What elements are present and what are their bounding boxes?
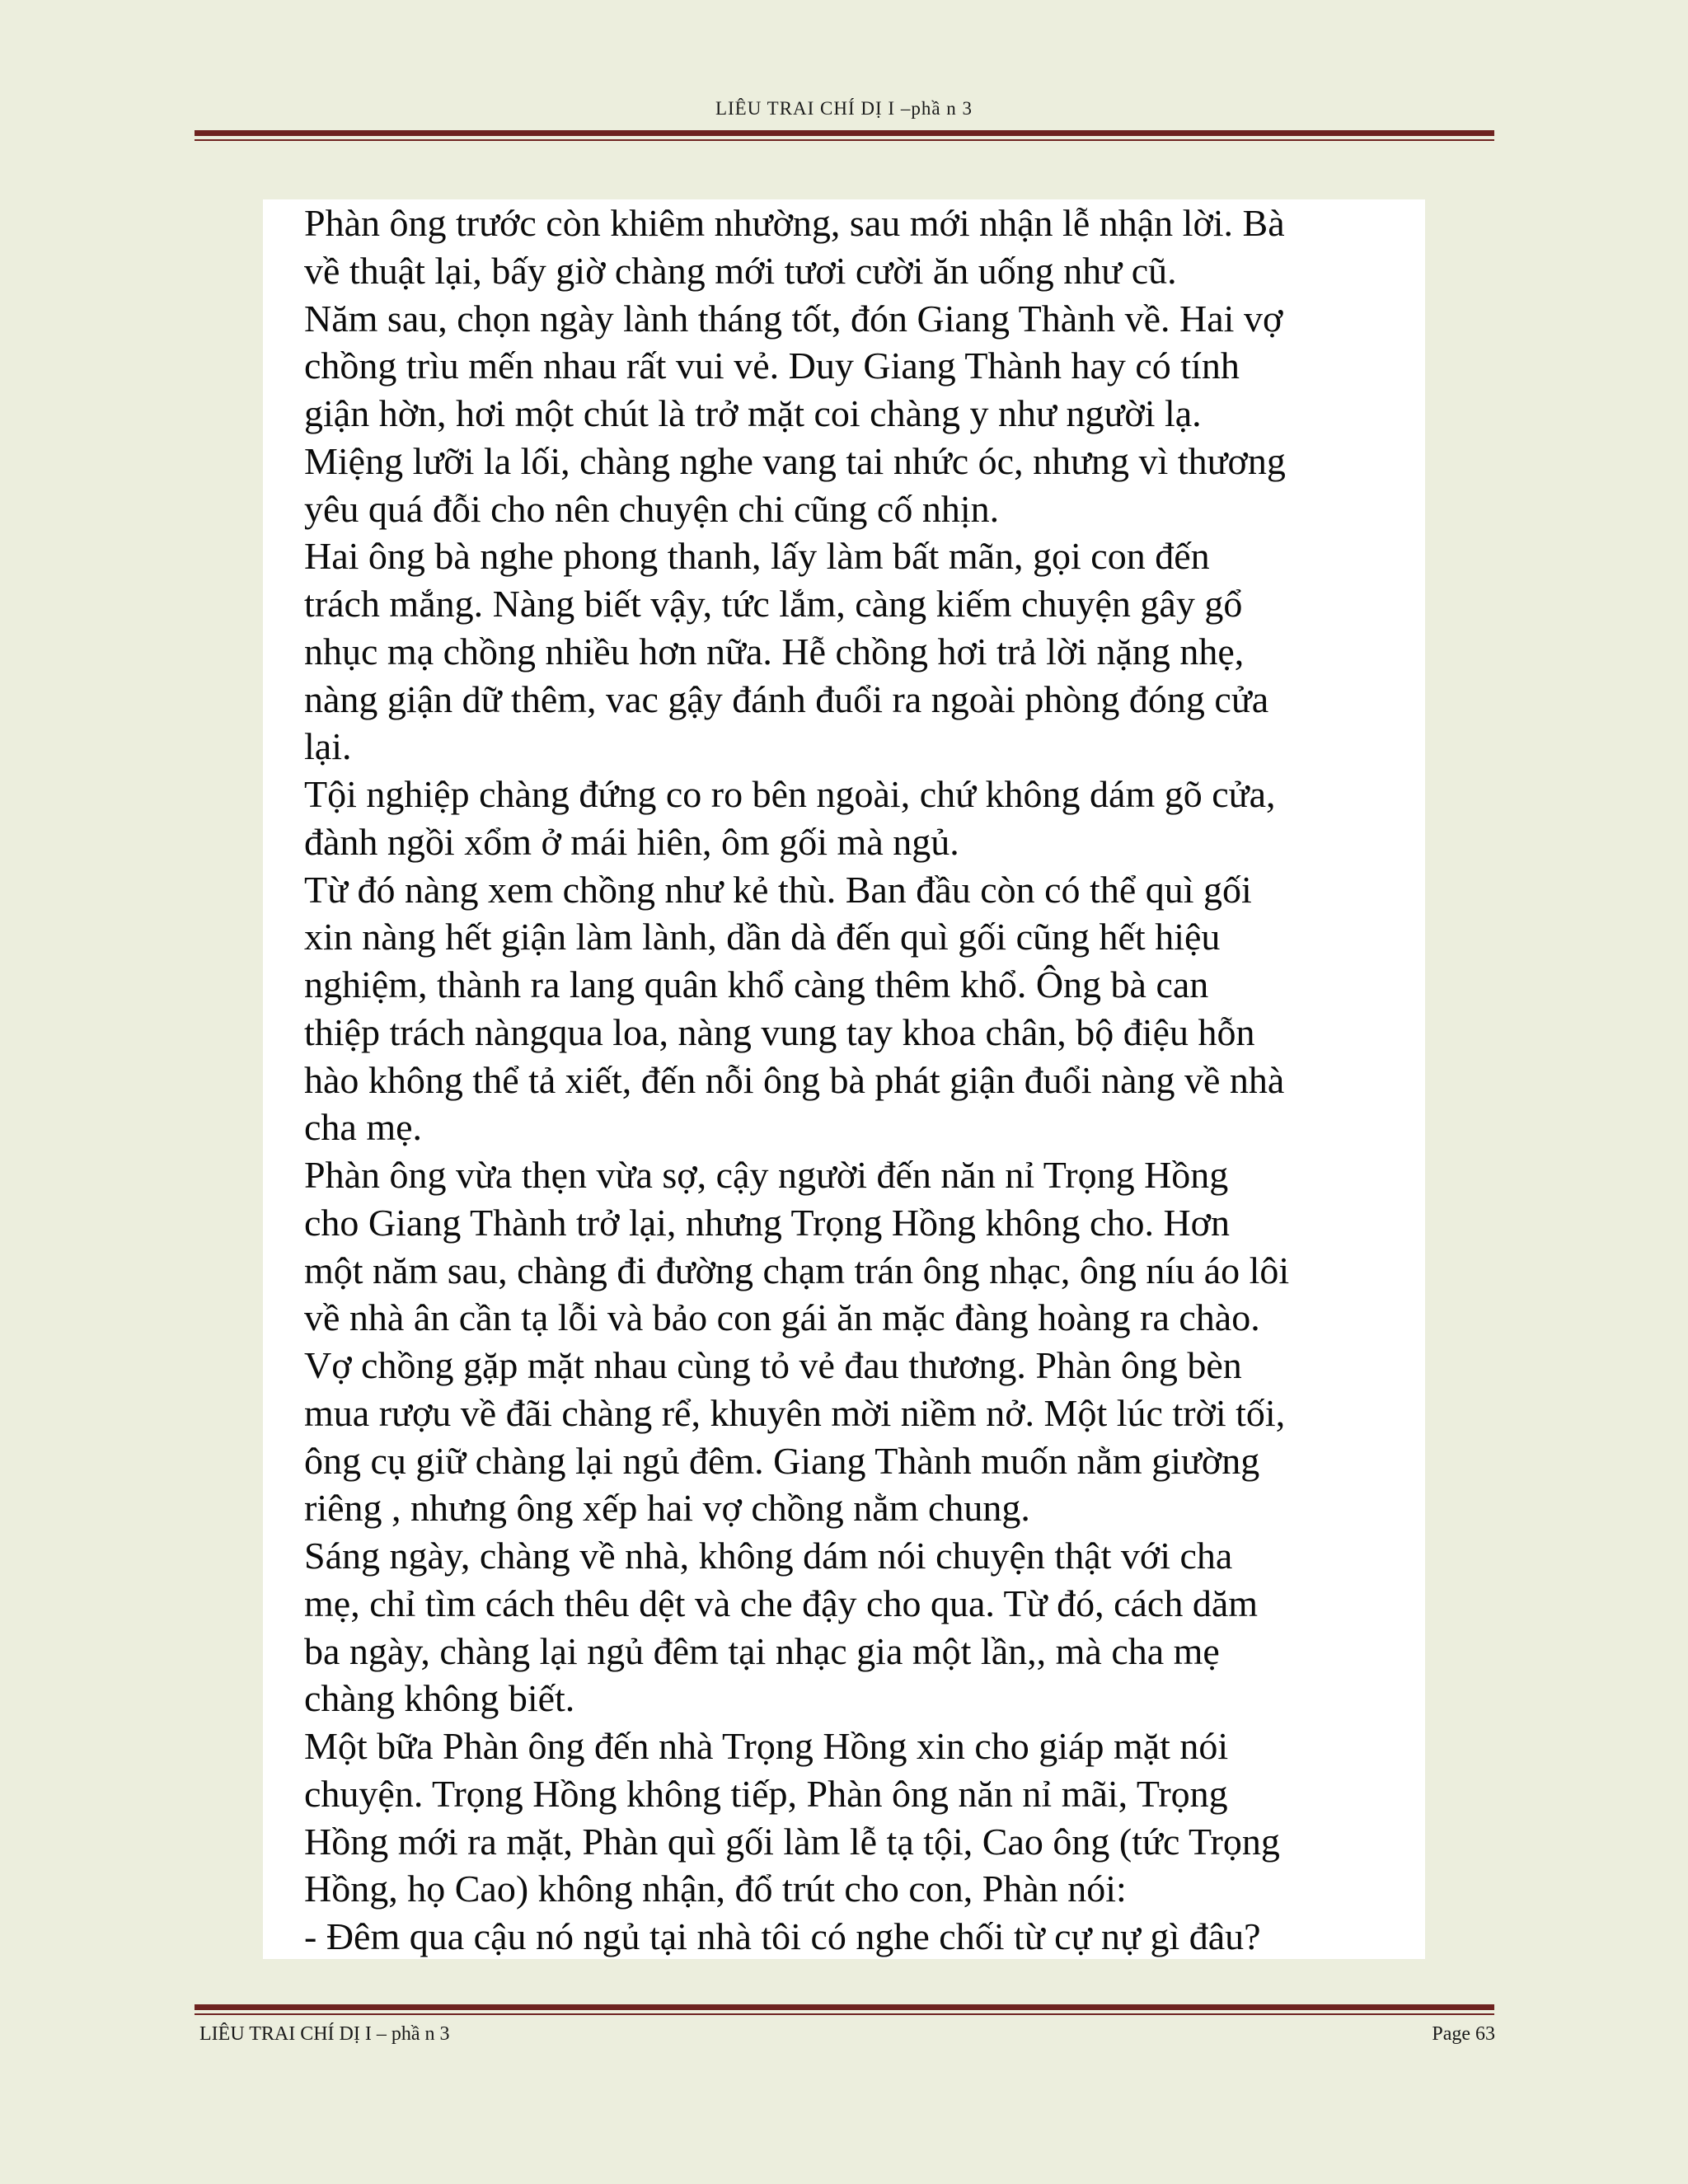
header-rule-thick	[195, 130, 1494, 136]
body-line: lại.	[304, 725, 352, 768]
header-rule	[195, 130, 1494, 141]
page-number: Page 63	[1432, 2023, 1495, 2045]
body-line: riêng , nhưng ông xếp hai vợ chồng nằm chung.	[304, 1487, 1030, 1530]
body-text-box	[263, 199, 1425, 1959]
body-line: Sáng ngày, chàng về nhà, không dám nói chuyện thật với cha	[304, 1535, 1233, 1577]
body-line: nàng giận dữ thêm, vac gậy đánh đuổi ra ngoài phòng đóng cửa	[304, 677, 1269, 720]
body-line: chàng không biết.	[304, 1677, 575, 1720]
body-line: xin nàng hết giận làm lành, dần dà đến quì gối cũng hết hiệu	[304, 916, 1221, 958]
body-line: cha mẹ.	[304, 1106, 423, 1149]
body-line: Năm sau, chọn ngày lành tháng tốt, đón Giang Thành về. Hai vợ	[304, 297, 1283, 340]
body-line: Phàn ông vừa thẹn vừa sợ, cậy người đến năn nỉ Trọng Hồng	[304, 1154, 1229, 1196]
body-line: yêu quá đỗi cho nên chuyện chi cũng cố nhịn.	[304, 487, 1000, 530]
body-line: trách mắng. Nàng biết vậy, tức lắm, càng kiếm chuyện gây gổ	[304, 583, 1243, 625]
body-line: giận hờn, hơi một chút là trở mặt coi chàng y như người lạ.	[304, 392, 1202, 434]
body-line: nhục mạ chồng nhiều hơn nữa. Hễ chồng hơi trả lời nặng nhẹ,	[304, 630, 1245, 673]
body-line: Tội nghiệp chàng đứng co ro bên ngoài, chứ không dám gõ cửa,	[304, 773, 1276, 815]
body-line: một năm sau, chàng đi đường chạm trán ông nhạc, ông níu áo lôi	[304, 1249, 1290, 1291]
body-line: nghiệm, thành ra lang quân khổ càng thêm khổ. Ông bà can	[304, 963, 1209, 1005]
body-line: Vợ chồng gặp mặt nhau cùng tỏ vẻ đau thương. Phàn ông bèn	[304, 1344, 1242, 1386]
body-line: Hồng mới ra mặt, Phàn quì gối làm lễ tạ tội, Cao ông (tức Trọng	[304, 1820, 1280, 1863]
footer-rule-thin	[195, 2013, 1494, 2015]
body-line: đành ngồi xổm ở mái hiên, ôm gối mà ngủ.	[304, 820, 959, 863]
footer-title: LIÊU TRAI CHÍ DỊ I – phầ n 3	[199, 2023, 450, 2045]
body-line: ba ngày, chàng lại ngủ đêm tại nhạc gia một lần,, mà cha mẹ	[304, 1629, 1220, 1672]
body-line: mua rượu về đãi chàng rể, khuyên mời niềm nở. Một lúc trời tối,	[304, 1391, 1286, 1434]
body-line: cho Giang Thành trở lại, nhưng Trọng Hồng không cho. Hơn	[304, 1201, 1231, 1244]
body-line: Từ đó nàng xem chồng như kẻ thù. Ban đầu còn có thể quì gối	[304, 868, 1252, 911]
footer-rule-thick	[195, 2004, 1494, 2010]
body-line: ông cụ giữ chàng lại ngủ đêm. Giang Thành muốn nằm giường	[304, 1439, 1260, 1482]
body-line: - Đêm qua cậu nó ngủ tại nhà tôi có nghe chối từ cự nự gì đâu?	[304, 1915, 1261, 1957]
footer-rule	[195, 2004, 1494, 2015]
body-line: Hai ông bà nghe phong thanh, lấy làm bất mãn, gọi con đến	[304, 535, 1210, 578]
body-line: chồng trìu mến nhau rất vui vẻ. Duy Giang Thành hay có tính	[304, 344, 1240, 387]
header-rule-thin	[195, 139, 1494, 141]
body-line: Phàn ông trước còn khiêm nhường, sau mới nhận lễ nhận lời. Bà	[304, 202, 1285, 244]
body-line: Hồng, họ Cao) không nhận, đổ trút cho con, Phàn nói:	[304, 1868, 1127, 1910]
body-line: về nhà ân cần tạ lỗi và bảo con gái ăn mặc đàng hoàng ra chào.	[304, 1296, 1260, 1339]
body-line: Miệng lưỡi la lối, chàng nghe vang tai nhức óc, nhưng vì thương	[304, 439, 1286, 482]
body-line: thiệp trách nàngqua loa, nàng vung tay khoa chân, bộ điệu hỗn	[304, 1010, 1255, 1053]
body-line: chuyện. Trọng Hồng không tiếp, Phàn ông năn nỉ mãi, Trọng	[304, 1772, 1228, 1815]
running-header: LIÊU TRAI CHÍ DỊ I –phầ n 3	[715, 98, 973, 119]
body-line: hào không thể tả xiết, đến nỗi ông bà phát giận đuổi nàng về nhà	[304, 1058, 1285, 1101]
body-line: mẹ, chỉ tìm cách thêu dệt và che đậy cho qua. Từ đó, cách dăm	[304, 1582, 1259, 1624]
body-line: về thuật lại, bấy giờ chàng mới tươi cười ăn uống như cũ.	[304, 249, 1177, 292]
body-line: Một bữa Phàn ông đến nhà Trọng Hồng xin cho giáp mặt nói	[304, 1725, 1229, 1767]
